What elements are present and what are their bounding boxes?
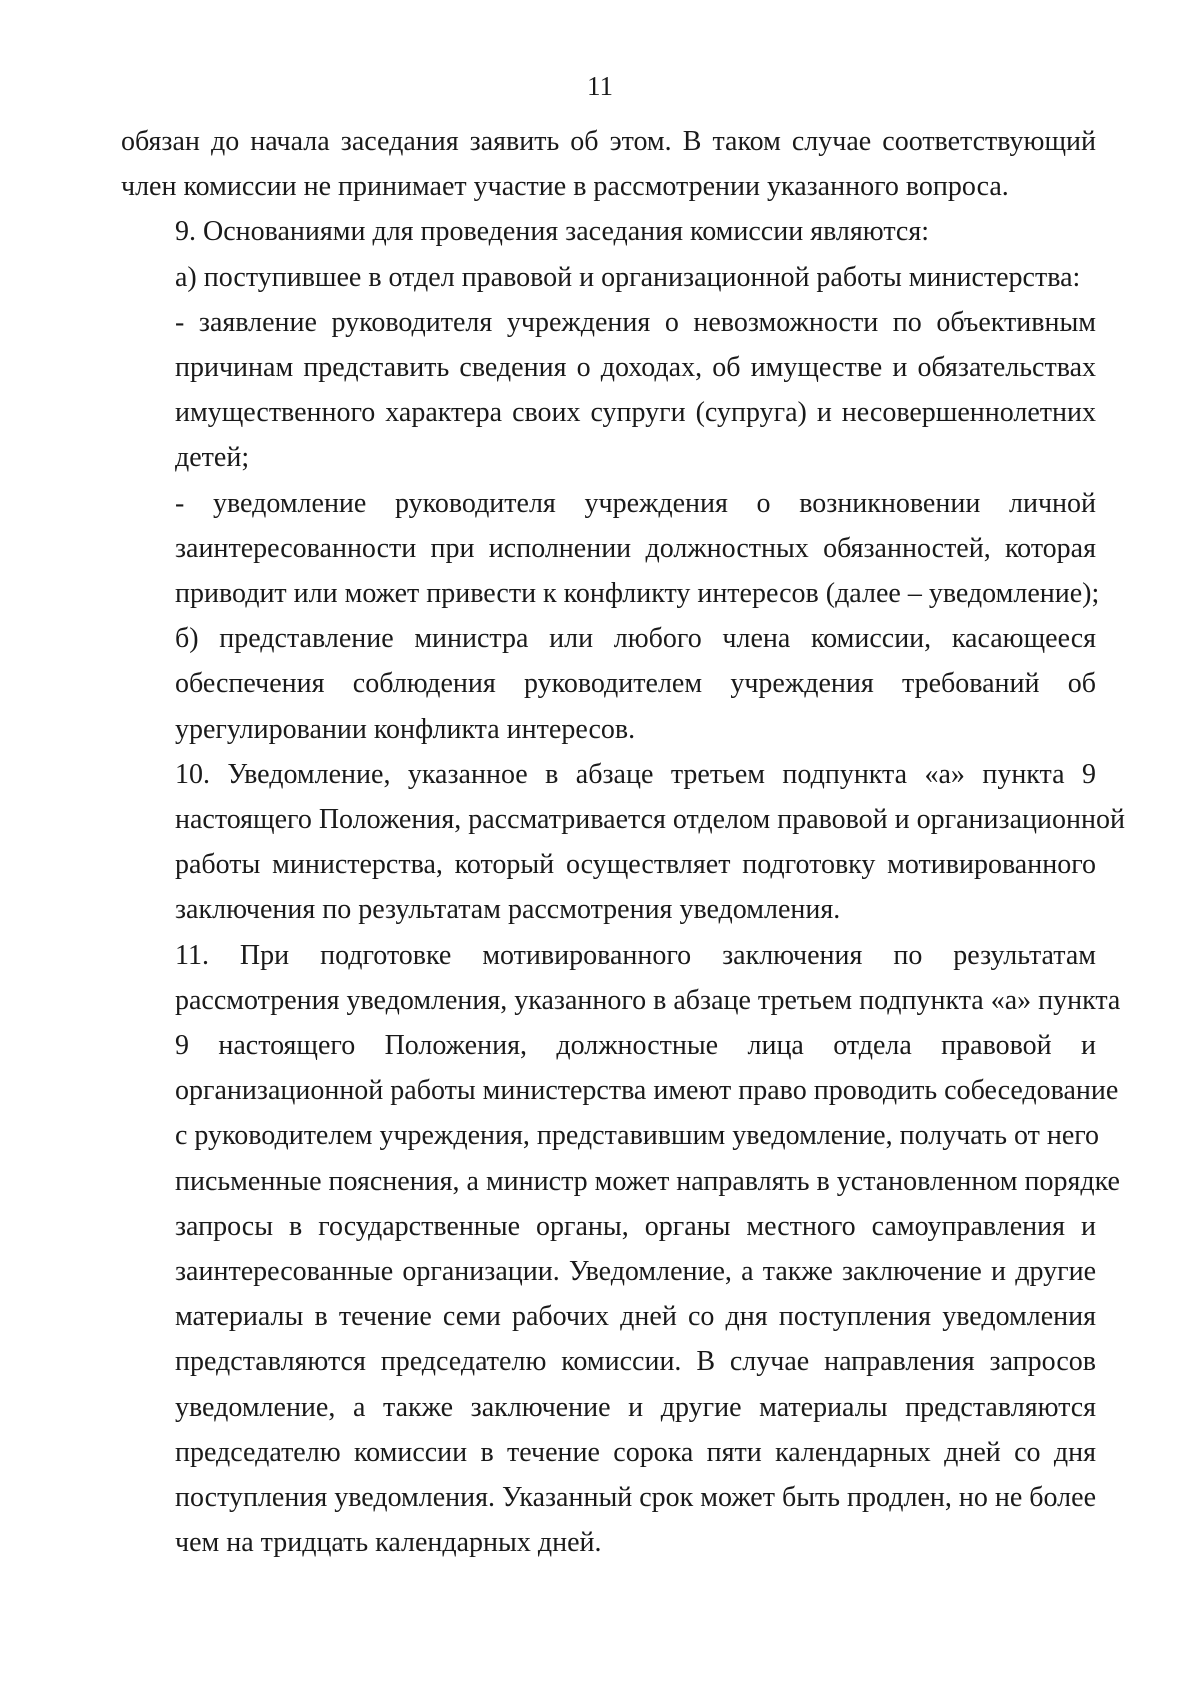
text-line: приводит или может привести к конфликту интересов (далее – уведомление);: [175, 578, 1100, 610]
paragraph-p9a-dash2: [121, 481, 1100, 617]
text-line: запросы в государственные органы, органы местного самоуправления и: [175, 1210, 1096, 1242]
text-line: - уведомление руководителя учреждения о возникновении личной: [175, 487, 1096, 519]
text-line: - заявление руководителя учреждения о невозможности по объективным: [175, 306, 1096, 338]
paragraph-p9a-dash1: [121, 300, 1096, 481]
paragraph-p9b: [121, 616, 1096, 752]
text-line: 9. Основаниями для проведения заседания комиссии являются:: [175, 216, 929, 248]
text-line: заключения по результатам рассмотрения уведомления.: [175, 894, 841, 926]
text-line: член комиссии не принимает участие в рассмотрении указанного вопроса.: [121, 171, 1009, 203]
text-line: поступления уведомления. Указанный срок может быть продлен, но не более: [175, 1482, 1096, 1514]
text-line: причинам представить сведения о доходах, об имуществе и обязательствах: [175, 352, 1096, 384]
text-line: заинтересованные организации. Уведомление, а также заключение и другие: [175, 1256, 1096, 1288]
paragraph-p11: [121, 933, 1121, 1566]
text-line: имущественного характера своих супруги (супруга) и несовершеннолетних: [175, 397, 1096, 429]
text-line: 10. Уведомление, указанное в абзаце третьем подпункта «а» пункта 9: [175, 758, 1096, 790]
text-line: представляются председателю комиссии. В случае направления запросов: [175, 1346, 1096, 1378]
text-line: урегулировании конфликта интересов.: [175, 713, 636, 745]
text-line: а) поступившее в отдел правовой и организационной работы министерства:: [175, 261, 1081, 293]
text-line: 11. При подготовке мотивированного заключения по результатам: [175, 939, 1096, 971]
text-line: рассмотрения уведомления, указанного в абзаце третьем подпункта «а» пункта: [175, 984, 1121, 1016]
paragraph-p10: [121, 752, 1125, 933]
text-line: обязан до начала заседания заявить об этом. В таком случае соответствующий: [121, 126, 1096, 157]
text-line: председателю комиссии в течение сорока пяти календарных дней со дня: [175, 1436, 1096, 1468]
text-line: чем на тридцать календарных дней.: [175, 1527, 602, 1559]
text-line: б) представление министра или любого члена комиссии, касающееся: [175, 623, 1096, 655]
text-line: организационной работы министерства имеют право проводить собеседование: [175, 1075, 1119, 1107]
text-line: уведомление, а также заключение и другие материалы представляются: [175, 1391, 1096, 1423]
page-number: 11: [587, 71, 613, 101]
text-line: 9 настоящего Положения, должностные лица отдела правовой и: [175, 1030, 1096, 1062]
text-line: работы министерства, который осуществляет подготовку мотивированного: [175, 849, 1096, 881]
text-line: детей;: [175, 442, 250, 474]
text-line: письменные пояснения, а министр может направлять в установленном порядке: [175, 1165, 1120, 1197]
text-line: материалы в течение семи рабочих дней со дня поступления уведомления: [175, 1301, 1096, 1333]
text-line: с руководителем учреждения, представившим уведомление, получать от него: [175, 1120, 1100, 1152]
paragraph-p9: [121, 209, 1096, 254]
paragraph-continuation: [121, 119, 1096, 209]
text-line: обеспечения соблюдения руководителем учреждения требований об: [175, 668, 1096, 700]
document-body: [121, 119, 1125, 1566]
text-line: настоящего Положения, рассматривается отделом правовой и организационной: [175, 804, 1125, 836]
text-line: заинтересованности при исполнении должностных обязанностей, которая: [175, 532, 1096, 564]
paragraph-p9a: [121, 255, 1096, 300]
